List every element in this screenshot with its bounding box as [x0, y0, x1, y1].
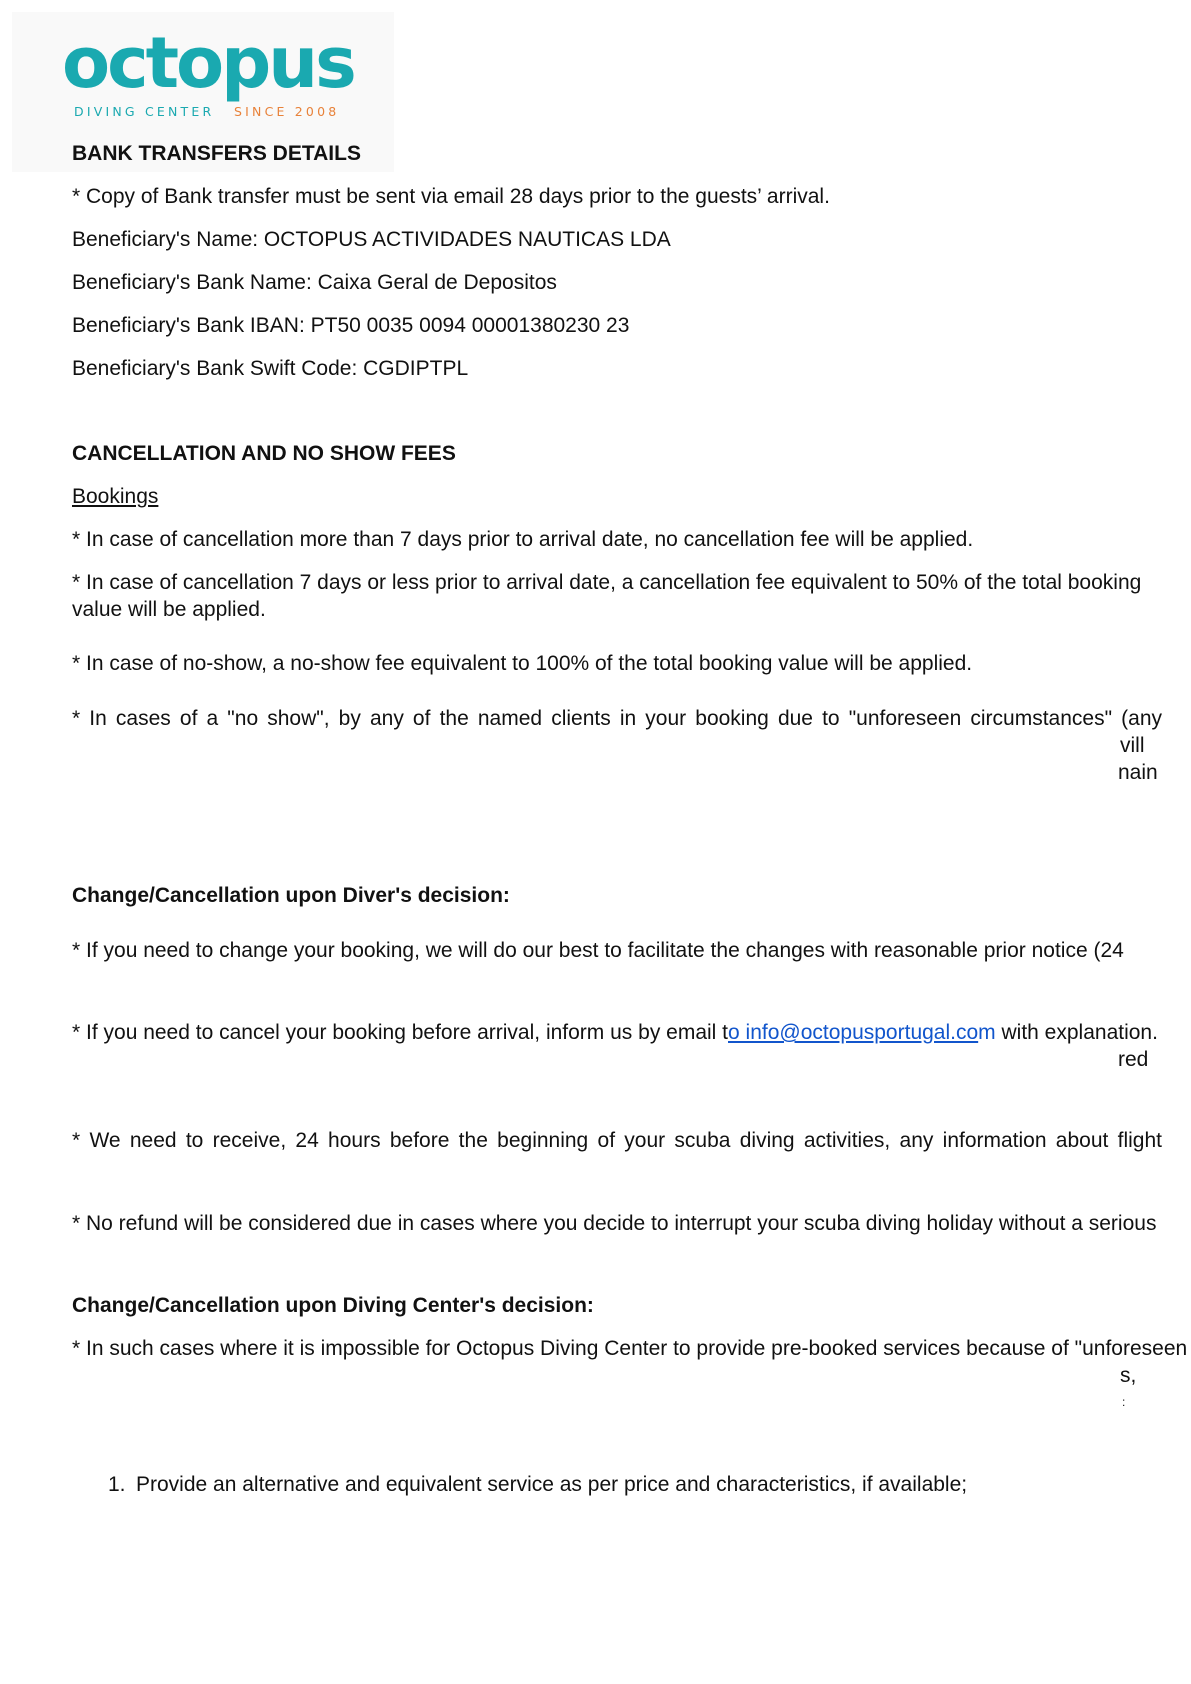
diver-cancel-booking-rule [72, 1019, 1158, 1046]
center-decision-heading: Change/Cancellation upon Diving Center's decision: [72, 1294, 594, 1317]
bank-transfer-note: * Copy of Bank transfer must be sent via email 28 days prior to the guests’ arrival. [72, 185, 830, 208]
logo-tagline-diving-center: DIVING CENTER [74, 104, 215, 119]
info-email-link[interactable]: o info@octopusportugal.co [728, 1021, 979, 1044]
diver-change-booking-rule: * If you need to change your booking, we will do our best to facilitate the changes with reasonable prior notice (24 [72, 939, 1124, 962]
diver-cancel-text-end: with explanation. [995, 1021, 1158, 1044]
cancellation-heading: CANCELLATION AND NO SHOW FEES [72, 442, 456, 465]
bank-transfers-heading: BANK TRANSFERS DETAILS [72, 142, 361, 165]
beneficiary-swift: Beneficiary's Bank Swift Code: CGDIPTPL [72, 357, 469, 380]
octopus-logo-wordmark: octopus [62, 22, 354, 104]
clipped-text-fragment: red [1118, 1048, 1149, 1071]
bookings-label: Bookings [72, 485, 159, 508]
no-show-fee-rule: * In case of no-show, a no-show fee equivalent to 100% of the total booking value will be applied. [72, 652, 973, 675]
cancellation-rule-more-than-7-days: * In case of cancellation more than 7 days prior to arrival date, no cancellation fee will be applied. [72, 528, 974, 551]
beneficiary-iban: Beneficiary's Bank IBAN: PT50 0035 0094 00001380230 23 [72, 314, 630, 337]
clipped-text-fragment: vill [1120, 734, 1145, 757]
diver-cancel-text: * If you need to cancel your booking before arrival, inform us by email t [72, 1021, 729, 1044]
clipped-text-fragment: : [1122, 1395, 1126, 1409]
diver-flight-information-rule: * We need to receive, 24 hours before the beginning of your scuba diving activities, any information about flight [72, 1129, 1162, 1152]
clipped-text-fragment: nain [1118, 761, 1158, 784]
diver-decision-heading: Change/Cancellation upon Diver's decision: [72, 884, 510, 907]
clipped-text-fragment: s, [1120, 1364, 1137, 1387]
logo-tagline-since: SINCE 2008 [234, 104, 340, 119]
list-item-text: Provide an alternative and equivalent service as per price and characteristics, if available; [136, 1473, 968, 1496]
list-item-number: 1. [108, 1473, 126, 1496]
center-unforeseen-rule: * In such cases where it is impossible for Octopus Diving Center to provide pre-booked services because of "unforeseen [72, 1337, 1188, 1360]
cancellation-rule-7-days-or-less: * In case of cancellation 7 days or less prior to arrival date, a cancellation fee equivalent to 50% of the total booking value will be applied. [72, 571, 1142, 621]
beneficiary-name: Beneficiary's Name: OCTOPUS ACTIVIDADES NAUTICAS LDA [72, 228, 671, 251]
no-show-unforeseen-circumstances: * In cases of a "no show", by any of the named clients in your booking due to "unforeseen circumstances" (any [72, 707, 1162, 730]
info-email-link-tail[interactable]: m [978, 1021, 996, 1044]
beneficiary-bank-name: Beneficiary's Bank Name: Caixa Geral de Depositos [72, 271, 557, 294]
diver-no-refund-rule: * No refund will be considered due in cases where you decide to interrupt your scuba diving holiday without a serious [72, 1212, 1157, 1235]
